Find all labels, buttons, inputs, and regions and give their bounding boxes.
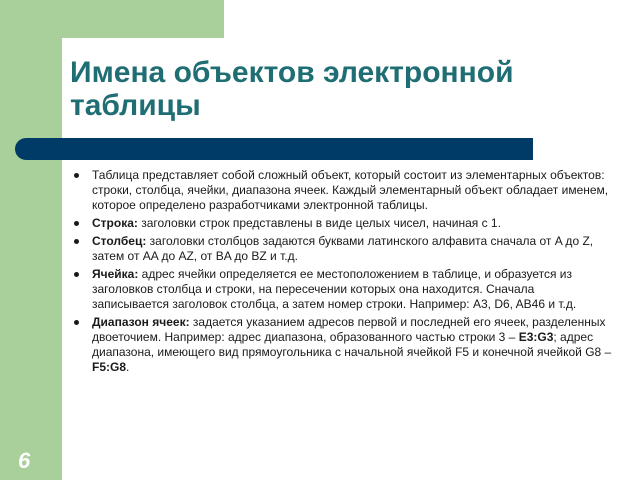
bullet-cell [74,267,614,312]
range-term: Диапазон ячеек: [92,315,190,329]
cell-term: Ячейка: [92,267,139,281]
bullet-list [74,168,614,378]
range-code-1: E3:G3 [518,330,554,344]
range-text-2: ; адрес диапазона, имеющего вид прямоугольника с начальной ячейкой F5 и конечной ячейкой G8 – [92,330,612,359]
side-decor-band [0,0,62,480]
column-term: Столбец: [92,234,147,248]
row-text: заголовки строк представлены в виде целых чисел, начиная с 1. [137,216,501,230]
bullet-range [74,315,614,375]
bullet-intro [74,168,614,213]
slide-title: Имена объектов электронной таблицы [70,56,514,122]
title-underline-bar [15,138,533,160]
cell-text: адрес ячейки определяется ее местоположением в таблице, и образуется из заголовков столбца и строки, на пересечении которых она находится. Сначала записывается заголовок столбца, а затем номер строки. Например: A3, D6, AB46 и т.д. [92,267,577,311]
top-decor-band [0,0,224,38]
range-code-2: F5:G8 [92,360,127,374]
row-term: Строка: [92,216,138,230]
range-text-3: . [126,360,130,374]
column-text: заголовки столбцов задаются буквами латинского алфавита сначала от A до Z, затем от AA до AZ, от BA до BZ и т.д. [92,234,594,263]
range-text-1: задается указанием адресов первой и последней его ячеек, разделенных двоеточием. Например: адрес диапазона, образованного частью строки 3 – [92,315,606,344]
intro-text: Таблица представляет собой сложный объект, который состоит из элементарных объектов: строки, столбца, ячейки, диапазона ячеек. Каждый элементарный объект обладает именем, которое определено разработчиками электронной таблицы. [92,168,609,212]
bullet-column [74,234,614,264]
page-number: 6 [18,448,31,473]
bullet-row [74,216,614,231]
